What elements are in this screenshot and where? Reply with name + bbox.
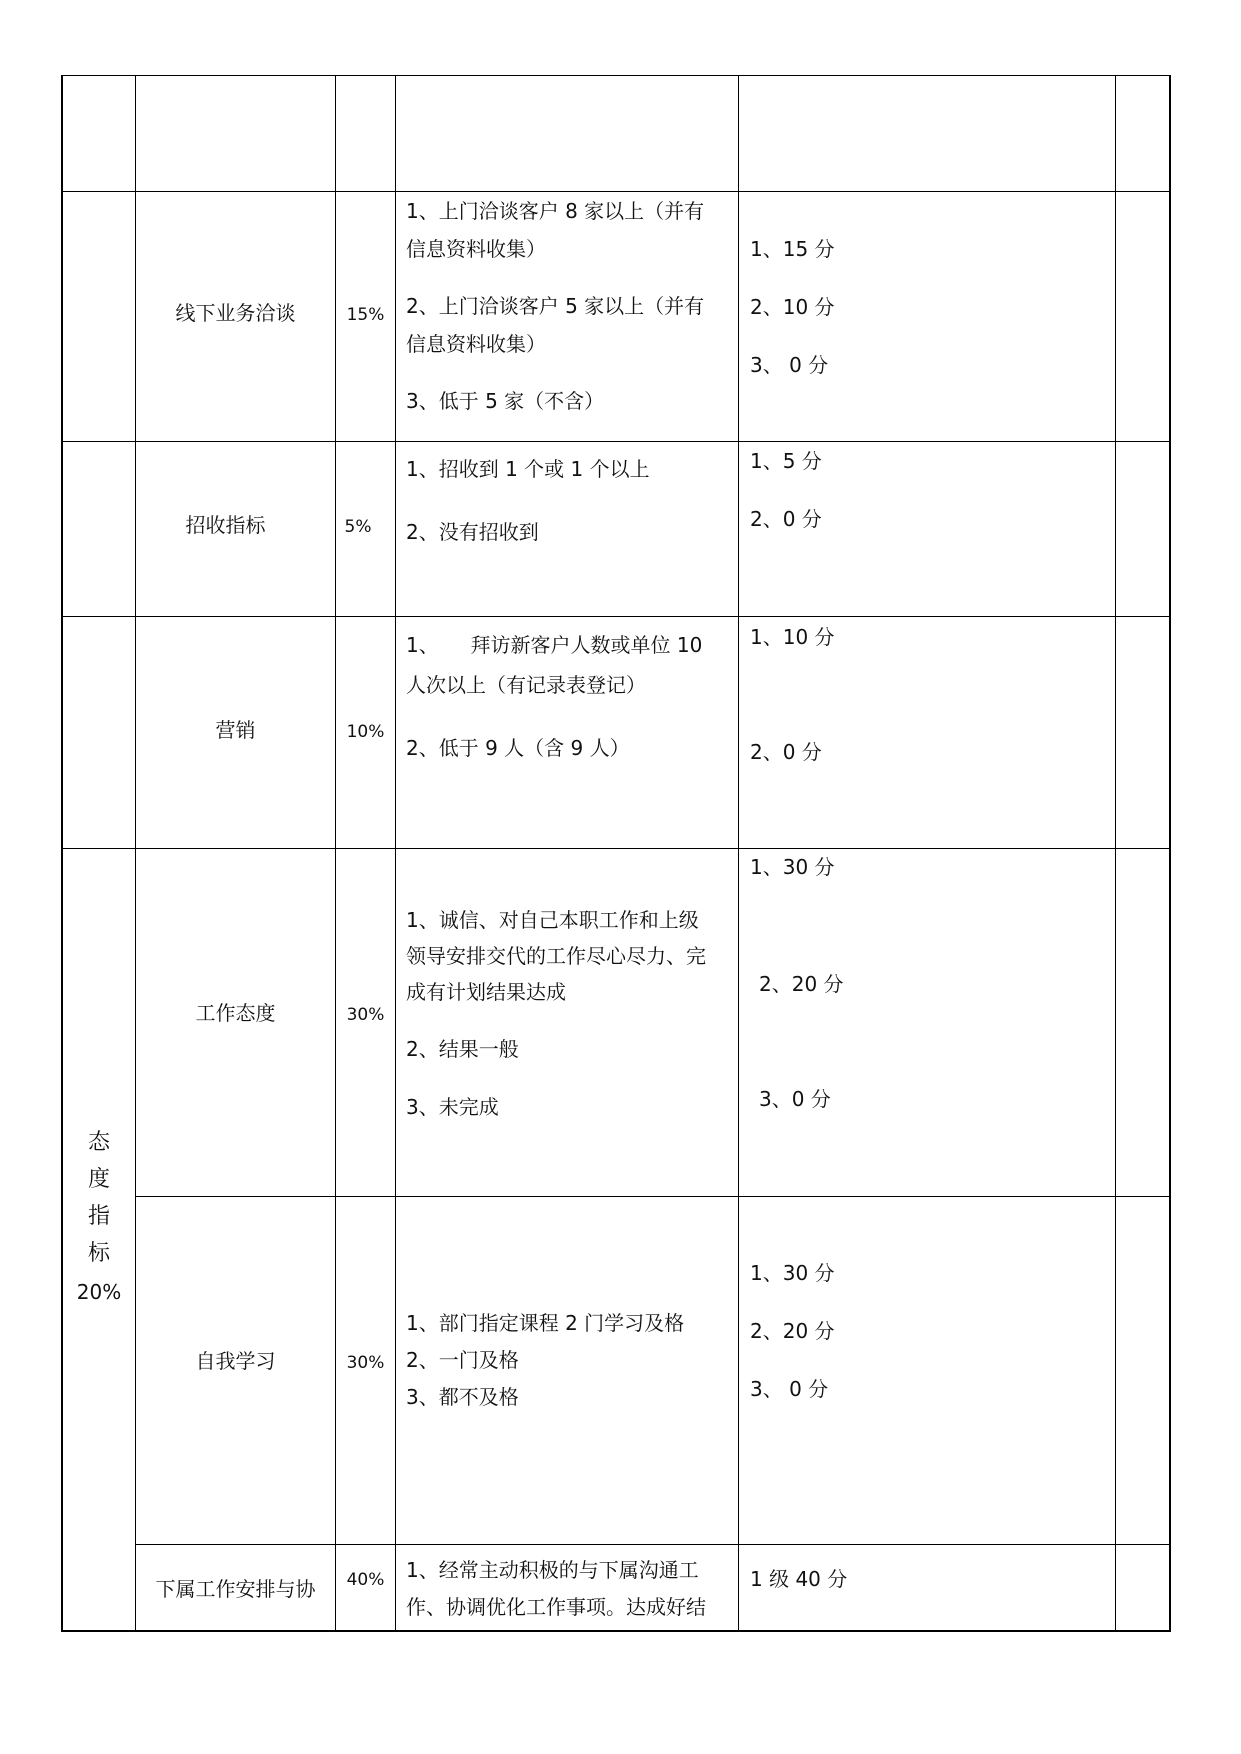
criteria-line: 信息资料收集） [406, 332, 546, 356]
score-line: 1、30 分 [750, 855, 835, 879]
item-name: 营销 [215, 718, 256, 742]
item-weight: 30% [346, 1353, 385, 1373]
grid-line-row5 [135, 1196, 1171, 1197]
criteria-line: 领导安排交代的工作尽心尽力、完 [406, 944, 706, 968]
score-line: 1、15 分 [750, 237, 835, 261]
criteria-line: 2、结果一般 [406, 1037, 519, 1061]
item-weight: 30% [346, 1005, 385, 1025]
score-line: 2、10 分 [750, 295, 835, 319]
score-line: 2、0 分 [750, 740, 822, 764]
grid-line-row4 [61, 848, 1171, 849]
grid-line-top [61, 75, 1171, 76]
category-char: 度 [87, 1167, 110, 1192]
grid-line-row1 [61, 191, 1171, 192]
score-line: 3、 0 分 [750, 1377, 829, 1401]
criteria-line: 2、没有招收到 [406, 520, 539, 544]
grid-line-col4 [738, 75, 739, 1631]
category-char: 态 [87, 1130, 110, 1155]
criteria-line: 1、经常主动积极的与下属沟通工 [406, 1558, 699, 1582]
score-line: 3、 0 分 [750, 353, 829, 377]
criteria-line: 3、未完成 [406, 1095, 499, 1119]
criteria-line: 作、协调优化工作事项。达成好结 [406, 1595, 706, 1619]
criteria-line: 2、上门洽谈客户 5 家以上（并有 [406, 294, 705, 318]
grid-line-row3 [61, 616, 1171, 617]
criteria-line: 3、都不及格 [406, 1385, 519, 1409]
category-char: 指 [87, 1204, 110, 1229]
item-weight: 15% [346, 305, 385, 325]
item-weight: 5% [344, 517, 372, 537]
grid-line-right [1169, 75, 1171, 1631]
criteria-line: 1、 拜访新客户人数或单位 10 [406, 633, 703, 657]
score-line: 1、10 分 [750, 625, 835, 649]
criteria-line: 2、一门及格 [406, 1348, 519, 1372]
category-label [62, 1124, 136, 1311]
grid-line-bottom [61, 1630, 1171, 1632]
item-name: 线下业务洽谈 [175, 301, 296, 325]
score-line: 1、5 分 [750, 449, 822, 473]
score-line: 3、0 分 [759, 1087, 831, 1111]
item-name: 下属工作安排与协 [155, 1577, 316, 1601]
grid-line-left [61, 75, 63, 1631]
score-line: 2、20 分 [750, 1319, 835, 1343]
score-line: 2、0 分 [750, 507, 822, 531]
criteria-line: 1、部门指定课程 2 门学习及格 [406, 1311, 685, 1335]
grid-line-col5 [1115, 75, 1116, 1631]
criteria-line: 1、诚信、对自己本职工作和上级 [406, 908, 699, 932]
item-name: 自我学习 [195, 1349, 276, 1373]
criteria-line: 信息资料收集） [406, 237, 546, 261]
grid-line-row2 [61, 441, 1171, 442]
criteria-line: 人次以上（有记录表登记） [406, 673, 646, 697]
criteria-line: 1、招收到 1 个或 1 个以上 [406, 457, 650, 481]
item-weight: 40% [346, 1570, 385, 1590]
criteria-line: 1、上门洽谈客户 8 家以上（并有 [406, 199, 705, 223]
criteria-line: 成有计划结果达成 [406, 980, 566, 1004]
category-weight: 20% [76, 1280, 122, 1304]
criteria-line: 2、低于 9 人（含 9 人） [406, 736, 630, 760]
score-line: 2、20 分 [759, 972, 844, 996]
grid-line-col3 [395, 75, 396, 1631]
item-name: 招收指标 [185, 513, 266, 537]
item-weight: 10% [346, 722, 385, 742]
category-char: 标 [87, 1241, 110, 1266]
item-name: 工作态度 [195, 1001, 276, 1025]
score-line: 1 级 40 分 [750, 1567, 848, 1591]
criteria-line: 3、低于 5 家（不含） [406, 389, 605, 413]
grid-line-row6 [135, 1544, 1171, 1545]
score-line: 1、30 分 [750, 1261, 835, 1285]
